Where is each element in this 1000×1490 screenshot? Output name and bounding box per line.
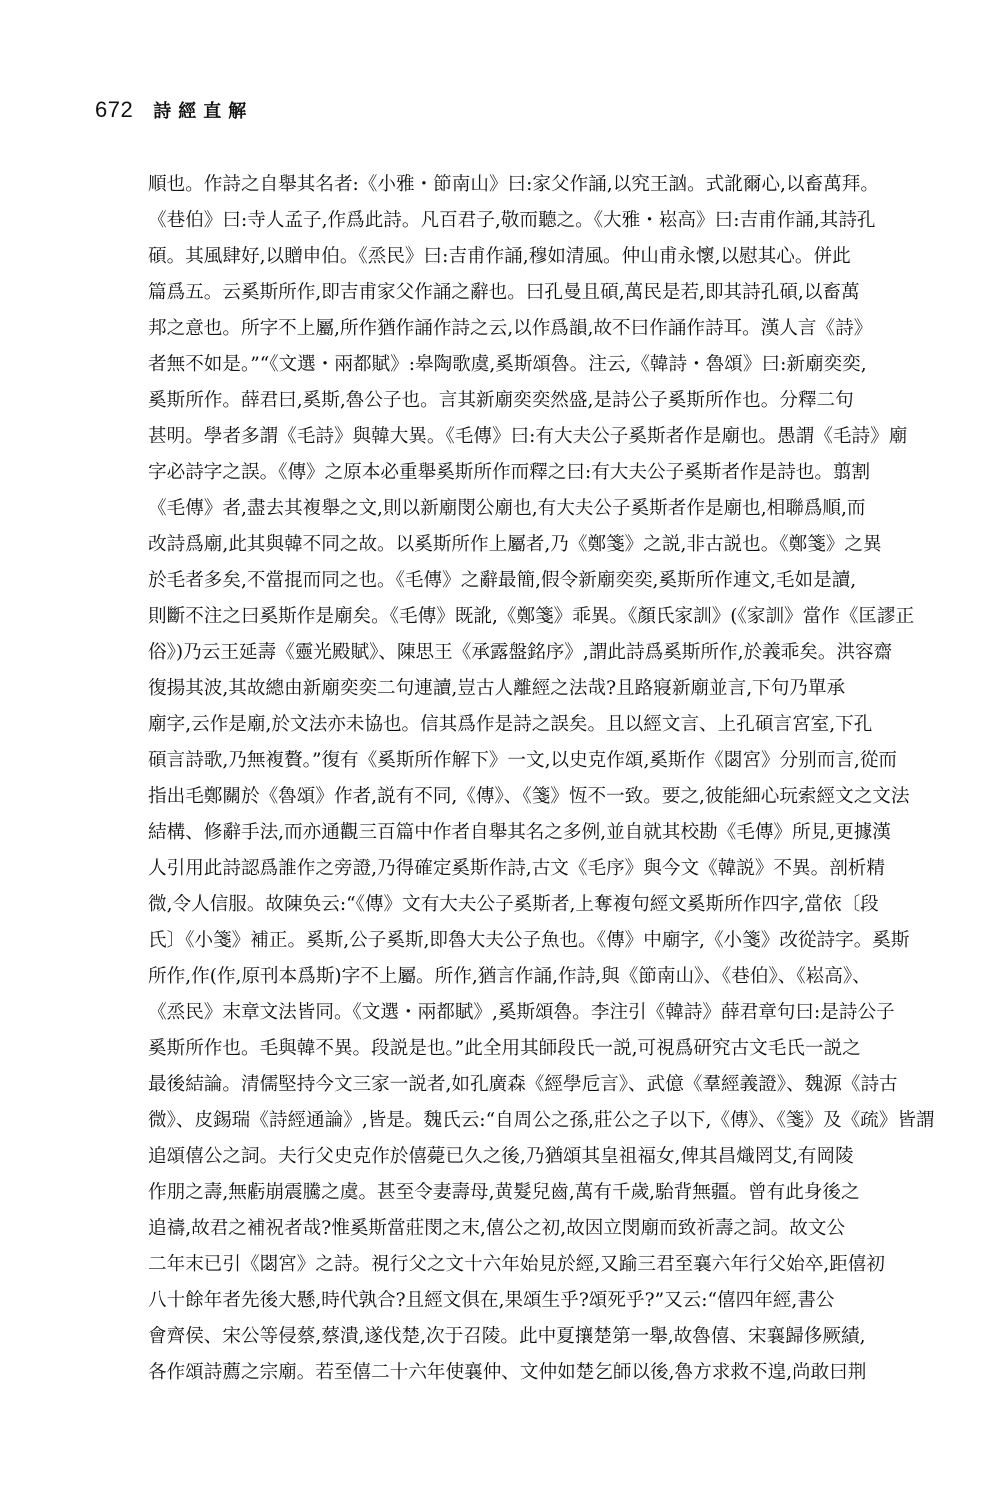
text-line: 最後結論。清儒堅持今文三家一説者,如孔廣森《經學卮言》、武億《羣經義證》、魏源《詩古 — [148, 1074, 898, 1095]
text-line: 氏〕《小箋》補正。奚斯,公子奚斯,即魯大夫公子魚也。《傳》中廟字,《小箋》改從詩字。奚斯 — [148, 930, 910, 951]
text-line: 《毛傳》者,盡去其複舉之文,則以新廟閔公廟也,有大夫公子奚斯者作是廟也,相聯爲順,而 — [148, 498, 866, 519]
text-line: 俗》)乃云王延壽《靈光殿賦》、陳思王《承露盤銘序》,謂此詩爲奚斯所作,於義乖矣。洪容齋 — [148, 642, 893, 663]
text-line: 各作頌詩薦之宗廟。若至僖二十六年使襄仲、文仲如楚乞師以後,魯方求救不遑,尚敢曰荆 — [148, 1362, 867, 1383]
text-line: 作朋之壽,無虧崩震騰之虞。甚至令妻壽母,黄髮兒齒,萬有千歲,駘背無疆。曾有此身後之 — [148, 1182, 860, 1203]
text-line: 碩。其風肆好,以贈申伯。《烝民》曰:吉甫作誦,穆如清風。仲山甫永懷,以慰其心。併此 — [148, 246, 851, 267]
text-line: 甚明。學者多謂《毛詩》與韓大異。《毛傳》曰:有大夫公子奚斯者作是廟也。愚謂《毛詩》廟 — [148, 426, 908, 447]
text-line: 人引用此詩認爲誰作之旁證,乃得確定奚斯作詩,古文《毛序》與今文《韓説》不異。剖析精 — [148, 858, 885, 879]
text-line: 篇爲五。云奚斯所作,即吉甫家父作誦之辭也。曰孔曼且碩,萬民是若,即其詩孔碩,以畜萬 — [148, 282, 860, 303]
text-line: 八十餘年者先後大懸,時代孰合?且經文俱在,果頌生乎?頌死乎?”又云:“僖四年經,書公 — [148, 1290, 835, 1311]
page-header — [95, 97, 253, 129]
text-line: 微,令人信服。故陳奂云:“《傳》文有大夫公子奚斯者,上奪複句經文奚斯所作四字,當依〔段 — [148, 894, 879, 915]
text-line: 碩言詩歌,乃無複贅。”復有《奚斯所作解下》一文,以史克作頌,奚斯作《閟宮》分别而言,從而 — [148, 750, 898, 771]
text-line: 指出毛鄭關於《魯頌》作者,説有不同,《傳》、《箋》恆不一致。要之,彼能細心玩索經文之文法 — [148, 786, 910, 807]
text-line: 順也。作詩之自舉其名者:《小雅・節南山》曰:家父作誦,以究王訩。式訛爾心,以畜萬拜。 — [148, 174, 879, 195]
text-line: 則斷不注之曰奚斯作是廟矣。《毛傳》既訛,《鄭箋》乖異。《顏氏家訓》(《家訓》當作《匡謬正 — [148, 606, 915, 627]
page-number: 672 — [95, 97, 134, 122]
text-line: 《烝民》末章文法皆同。《文選・兩都賦》,奚斯頌魯。李注引《韓詩》薛君章句曰:是詩公子 — [148, 1002, 895, 1023]
text-line: 於毛者多矣,不當掍而同之也。《毛傳》之辭最簡,假令新廟奕奕,奚斯所作連文,毛如是讀, — [148, 570, 857, 591]
text-line: 會齊侯、宋公等侵蔡,蔡潰,遂伐楚,次于召陵。此中夏攘楚第一舉,故魯僖、宋襄歸侈厥績, — [148, 1326, 866, 1347]
text-line: 《巷伯》曰:寺人孟子,作爲此詩。凡百君子,敬而聽之。《大雅・崧高》曰:吉甫作誦,其詩孔 — [148, 210, 876, 231]
text-line: 結構、修辭手法,而亦通觀三百篇中作者自舉其名之多例,並自就其校勘《毛傳》所見,更據漢 — [148, 822, 891, 843]
text-line: 微》、皮錫瑞《詩經通論》,皆是。魏氏云:“自周公之孫,莊公之子以下,《傳》、《箋》及《疏》皆謂 — [148, 1110, 935, 1131]
text-line: 者無不如是。”“《文選・兩都賦》:皋陶歌虞,奚斯頌魯。注云,《韓詩・魯頌》曰:新廟奕奕, — [148, 354, 867, 375]
text-line: 追頌僖公之詞。夫行父史克作於僖薨已久之後,乃猶頌其皇祖福女,俾其昌熾罔艾,有岡陵 — [148, 1146, 854, 1167]
body-text — [148, 167, 966, 1427]
text-line: 所作,作(作,原刊本爲斯)字不上屬。所作,猶言作誦,作詩,與《節南山》、《巷伯》、《崧高》、 — [148, 966, 871, 987]
text-line: 復揚其波,其故總由新廟奕奕二句連讀,豈古人離經之法哉?且路寢新廟並言,下句乃單承 — [148, 678, 846, 699]
running-title: 詩經直解 — [153, 101, 254, 122]
text-line: 改詩爲廟,此其與韓不同之故。以奚斯所作上屬者,乃《鄭箋》之説,非古説也。《鄭箋》之異 — [148, 534, 882, 555]
text-line: 奚斯所作。薛君曰,奚斯,魯公子也。言其新廟奕奕然盛,是詩公子奚斯所作也。分釋二句 — [148, 390, 854, 411]
text-line: 追禱,故君之補祝者哉?惟奚斯當莊閔之末,僖公之初,故因立閔廟而致祈壽之詞。故文公 — [148, 1218, 846, 1239]
text-line: 字必詩字之誤。《傳》之原本必重舉奚斯所作而釋之曰:有大夫公子奚斯者作是詩也。翦割 — [148, 462, 871, 483]
text-line: 廟字,云作是廟,於文法亦未協也。信其爲作是詩之誤矣。且以經文言、上孔碩言宮室,下孔 — [148, 714, 873, 735]
text-line: 奚斯所作也。毛與韓不異。段説是也。”此全用其師段氏一説,可視爲研究古文毛氏一説之 — [148, 1038, 861, 1059]
text-line: 二年末已引《閟宮》之詩。視行父之文十六年始見於經,又踰三君至襄六年行父始卒,距僖初 — [148, 1254, 885, 1275]
text-line: 邦之意也。所字不上屬,所作猶作誦作詩之云,以作爲韻,故不曰作誦作詩耳。漢人言《詩》 — [148, 318, 873, 339]
